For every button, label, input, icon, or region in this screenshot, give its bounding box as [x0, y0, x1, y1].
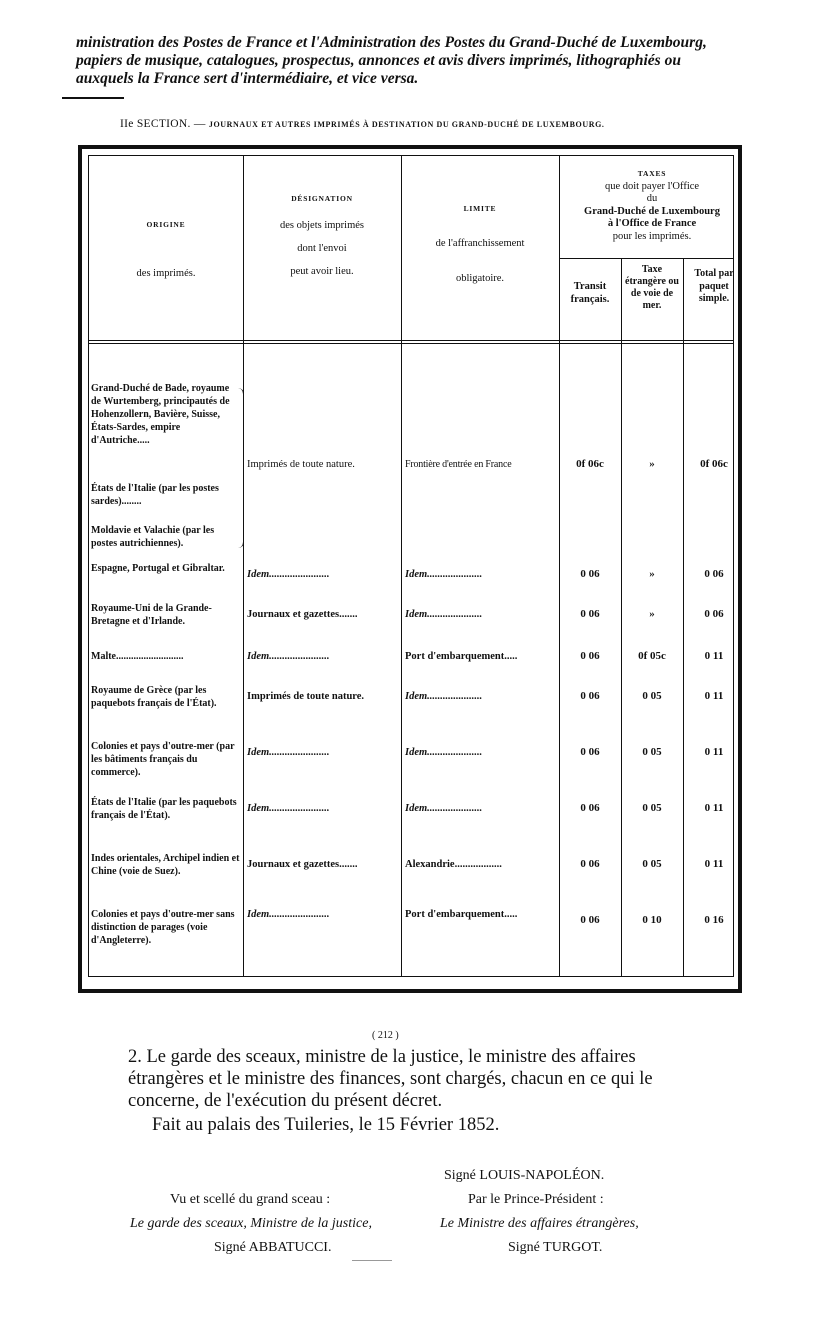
header-bottom-rule-2 [89, 343, 733, 344]
row-7-limite: Alexandrie.................. [405, 859, 502, 870]
row-4-origine: Royaume de Grèce (par les paquebots français de l'État). [91, 685, 217, 709]
hdr-total: Total par paquet simple. [694, 268, 734, 304]
article-text [128, 1046, 708, 1136]
article-paragraph: 2. Le garde des sceaux, ministre de la justice, le ministre des affaires étrangères et le ministre des finances, sont chargés, chacun en ce qui le concerne, de l'exécution du présent décret. [128, 1047, 653, 1111]
section-heading [120, 118, 720, 130]
page-mark: ( 212 ) [372, 1030, 399, 1041]
header-line-3: auxquels la France sert d'intermédiaire, et vice versa. [76, 70, 419, 87]
signe-louis-napoleon: Signé LOUIS-NAPOLÉON. [444, 1168, 605, 1183]
row-2-taxe: » [649, 608, 655, 620]
group1-designation: Imprimés de toute nature. [247, 459, 355, 470]
tariff-table-inner [88, 155, 734, 977]
row-7-origine: Indes orientales, Archipel indien et Chine (voie de Suez). [91, 853, 240, 877]
row-7-transit: 0 06 [580, 858, 600, 870]
row-8-total: 0 16 [704, 914, 724, 926]
col-rule-3 [559, 156, 560, 976]
header-line-2: papiers de musique, catalogues, prospectus, annonces et avis divers imprimés, lithographiés ou [76, 52, 681, 69]
group1-origin-1: Grand-Duché de Bade, royaume de Wurtemberg, principautés de Hohenzollern, Bavière, Suisse, États-Sardes, empire d'Autriche..... [91, 383, 230, 446]
col-rule-5 [683, 258, 684, 976]
row-4-limite: Idem..................... [405, 691, 483, 702]
group1-brace [237, 388, 244, 548]
row-7-total: 0 11 [704, 858, 724, 870]
row-6-designation: Idem....................... [247, 803, 330, 814]
header-rule [62, 97, 124, 99]
row-7-taxe: 0 05 [642, 858, 662, 870]
hdr-limite: LIMITE de l'affranchissement obligatoire. [435, 204, 525, 284]
row-6-origine: États de l'Italie (par les paquebots français de l'État). [91, 797, 237, 821]
row-8-origine: Colonies et pays d'outre-mer sans distinction de parages (voie d'Angleterre). [91, 909, 235, 946]
row-3-origine: Malte........................... [91, 651, 184, 662]
hdr-designation: DÉSIGNATION des objets imprimés dont l'envoi peut avoir lieu. [280, 194, 364, 277]
row-1-limite: Idem..................... [405, 569, 483, 580]
hdr-origine: ORIGINE des imprimés. [136, 220, 196, 279]
row-4-designation: Imprimés de toute nature. [247, 691, 365, 702]
section-label: IIe SECTION. — [120, 118, 206, 130]
group1-transit: 0f 06c [576, 458, 604, 470]
row-4-taxe: 0 05 [642, 690, 662, 702]
row-8-limite: Port d'embarquement..... [405, 909, 518, 920]
fait-line: Fait au palais des Tuileries, le 15 Février 1852. [152, 1115, 500, 1135]
row-4-transit: 0 06 [580, 690, 600, 702]
par-le-prince: Par le Prince-Président : [468, 1192, 604, 1207]
row-2-origine: Royaume-Uni de la Grande-Bretagne et d'Irlande. [91, 603, 212, 627]
row-4-total: 0 11 [704, 690, 724, 702]
hdr-taxes: TAXES que doit payer l'Office du Grand-Duché de Luxembourg à l'Office de France pour les imprimés. [584, 169, 720, 242]
footer-rule [352, 1260, 392, 1261]
garde-des-sceaux: Le garde des sceaux, Ministre de la justice, [130, 1216, 372, 1231]
row-7-designation: Journaux et gazettes....... [247, 859, 358, 870]
group1-limite: Frontière d'entrée en France [405, 459, 512, 470]
taxes-subrule [559, 258, 733, 259]
row-2-total: 0 06 [704, 608, 724, 620]
row-6-limite: Idem..................... [405, 803, 483, 814]
tariff-table [78, 145, 742, 993]
row-5-taxe: 0 05 [642, 746, 662, 758]
row-5-transit: 0 06 [580, 746, 600, 758]
header-line-1: ministration des Postes de France et l'Administration des Postes du Grand-Duché de Luxembourg, [76, 34, 707, 51]
row-1-taxe: » [649, 568, 655, 580]
row-6-taxe: 0 05 [642, 802, 662, 814]
row-5-designation: Idem....................... [247, 747, 330, 758]
signe-turgot: Signé TURGOT. [508, 1240, 603, 1255]
row-8-designation: Idem....................... [247, 909, 330, 920]
row-5-total: 0 11 [704, 746, 724, 758]
row-1-total: 0 06 [704, 568, 724, 580]
hdr-taxe-etrangere: Taxe étrangère ou de voie de mer. [625, 264, 679, 311]
row-3-total: 0 11 [704, 650, 724, 662]
row-3-transit: 0 06 [580, 650, 600, 662]
row-2-transit: 0 06 [580, 608, 600, 620]
hdr-transit: Transit français. [570, 281, 610, 305]
group1-taxe: » [649, 458, 655, 470]
col-rule-1 [243, 156, 244, 976]
section-title: JOURNAUX ET AUTRES IMPRIMÉS À DESTINATION DU GRAND-DUCHÉ DE LUXEMBOURG. [208, 120, 605, 129]
row-2-designation: Journaux et gazettes....... [247, 609, 358, 620]
group1-origin-3: Moldavie et Valachie (par les postes autrichiennes). [91, 525, 215, 549]
row-5-limite: Idem..................... [405, 747, 483, 758]
row-6-transit: 0 06 [580, 802, 600, 814]
row-3-limite: Port d'embarquement..... [405, 651, 518, 662]
row-1-origine: Espagne, Portugal et Gibraltar. [91, 563, 225, 574]
row-1-designation: Idem....................... [247, 569, 330, 580]
row-3-taxe: 0f 05c [638, 650, 666, 662]
row-1-transit: 0 06 [580, 568, 600, 580]
row-3-designation: Idem....................... [247, 651, 330, 662]
signe-abbatucci: Signé ABBATUCCI. [214, 1240, 332, 1255]
row-5-origine: Colonies et pays d'outre-mer (par les bâtiments français du commerce). [91, 741, 235, 778]
row-6-total: 0 11 [704, 802, 724, 814]
group1-origin-2: États de l'Italie (par les postes sardes)........ [91, 483, 219, 507]
header-bottom-rule [89, 340, 733, 341]
ministre-affaires: Le Ministre des affaires étrangères, [440, 1216, 639, 1231]
vu-et-scelle: Vu et scellé du grand sceau : [170, 1192, 331, 1207]
row-8-transit: 0 06 [580, 914, 600, 926]
row-8-taxe: 0 10 [642, 914, 662, 926]
group1-total: 0f 06c [700, 458, 728, 470]
header-text [76, 34, 756, 88]
col-rule-4 [621, 258, 622, 976]
row-2-limite: Idem..................... [405, 609, 483, 620]
